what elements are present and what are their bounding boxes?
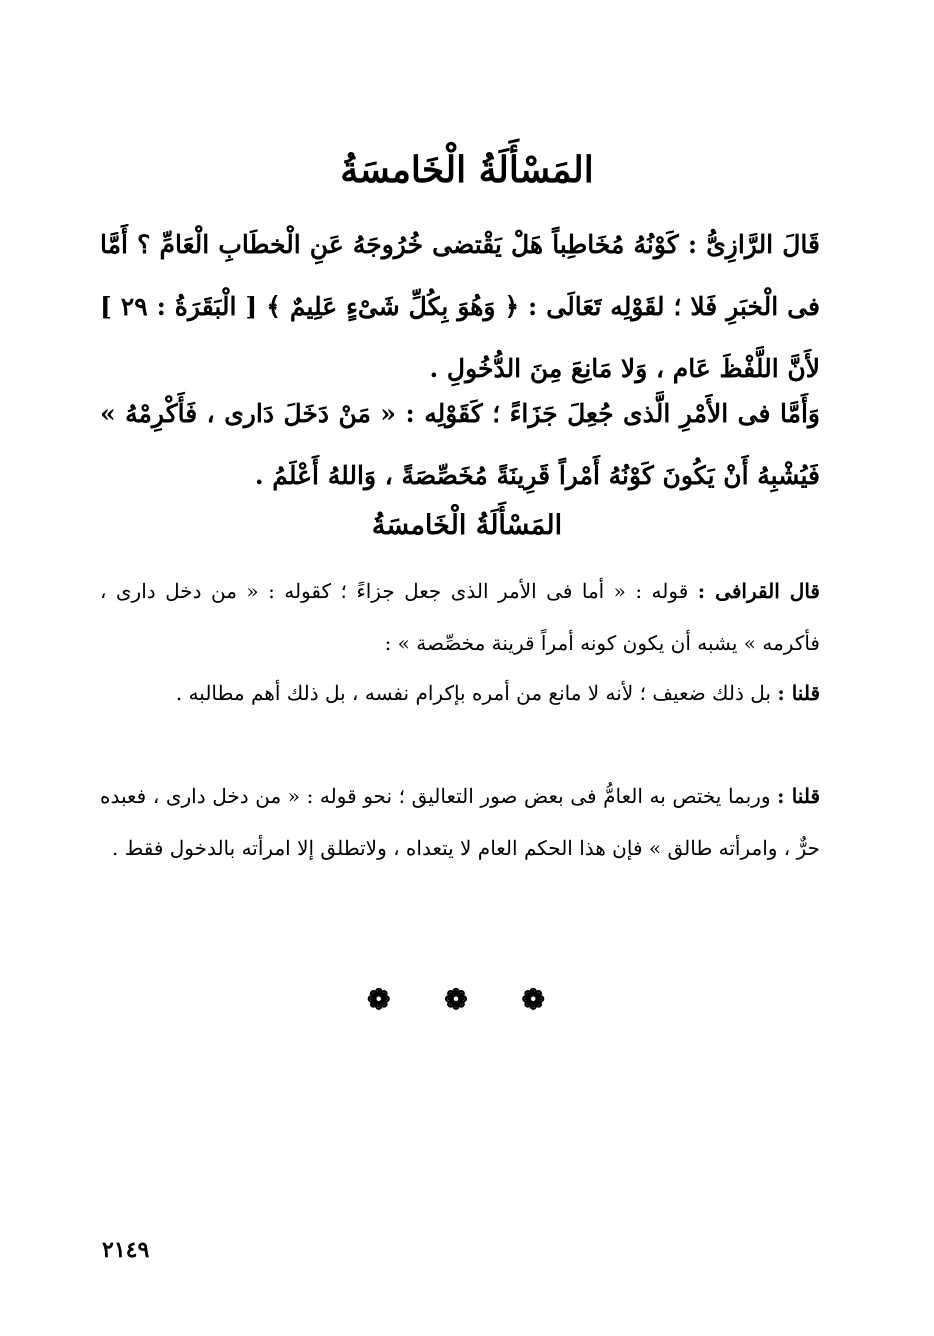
paragraph-text: وربما يختص به العامُّ فى بعض صور التعاليق ؛ نحو قوله : « من دخل دارى ، فعبده حرٌّ ، وامرأته طالق » فإن هذا الحكم العام لا يتعداه ، ولاتطلق إلا امرأته بالدخول فقط . [100, 784, 820, 860]
sharh-paragraph-2 [100, 667, 820, 719]
paragraph-lead: قلنا : [777, 681, 820, 705]
sharh-paragraph-3 [100, 770, 820, 874]
sharh-paragraph-1 [100, 565, 820, 669]
sharh-heading: المَسْأَلَةُ الْخَامسَةُ [371, 510, 563, 541]
page-number: ٢١٤٩ [102, 1237, 150, 1263]
section-separator: ❁ ❁ ❁ [367, 983, 567, 1016]
paragraph-text: قوله : « أما فى الأمر الذى جعل جزاءً ؛ كقوله : « من دخل دارى ، فأكرمه » يشبه أن يكون كونه أمراً قرينة مخصِّصة » : [100, 579, 820, 655]
paragraph-lead: قلنا : [777, 784, 821, 808]
matn-paragraph-1: قَالَ الرَّازِىُّ : كَوْنُهُ مُخَاطِباً هَلْ يَقْتضى خُرُوجَهُ عَنِ الْخطَابِ الْعَامِّ ؟ أَمَّا فى الْخبَرِ فَلا ؛ لقَوْلِه تَعَالَى : ﴿ وَهُوَ بِكُلِّ شَىْءٍ عَلِيمٌ ﴾ [ الْبَقَرَةُ : ٢٩ ] لأَنَّ اللَّفْظَ عَام ، وَلا مَانِعَ مِنَ الدُّخُولِ . [100, 230, 820, 383]
matn-paragraph-2: وَأَمَّا فى الأَمْرِ الَّذى جُعِلَ جَزَاءً ؛ كَقَوْلِه : « مَنْ دَخَلَ دَارى ، فَأَكْرِمْهُ » فَيُشْبِهُ أَنْ يَكُونَ كَوْنُهُ أَمْراً قَرِينَةً مُخَصِّصَةً ، وَاللهُ أَعْلَمُ . [100, 399, 820, 490]
matn-heading: المَسْأَلَةُ الْخَامسَةُ [340, 149, 594, 191]
paragraph-lead: قال القرافى : [697, 579, 820, 603]
paragraph-text: بل ذلك ضعيف ؛ لأنه لا مانع من أمره بإكرام نفسه ، بل ذلك أهم مطالبه . [175, 681, 778, 705]
